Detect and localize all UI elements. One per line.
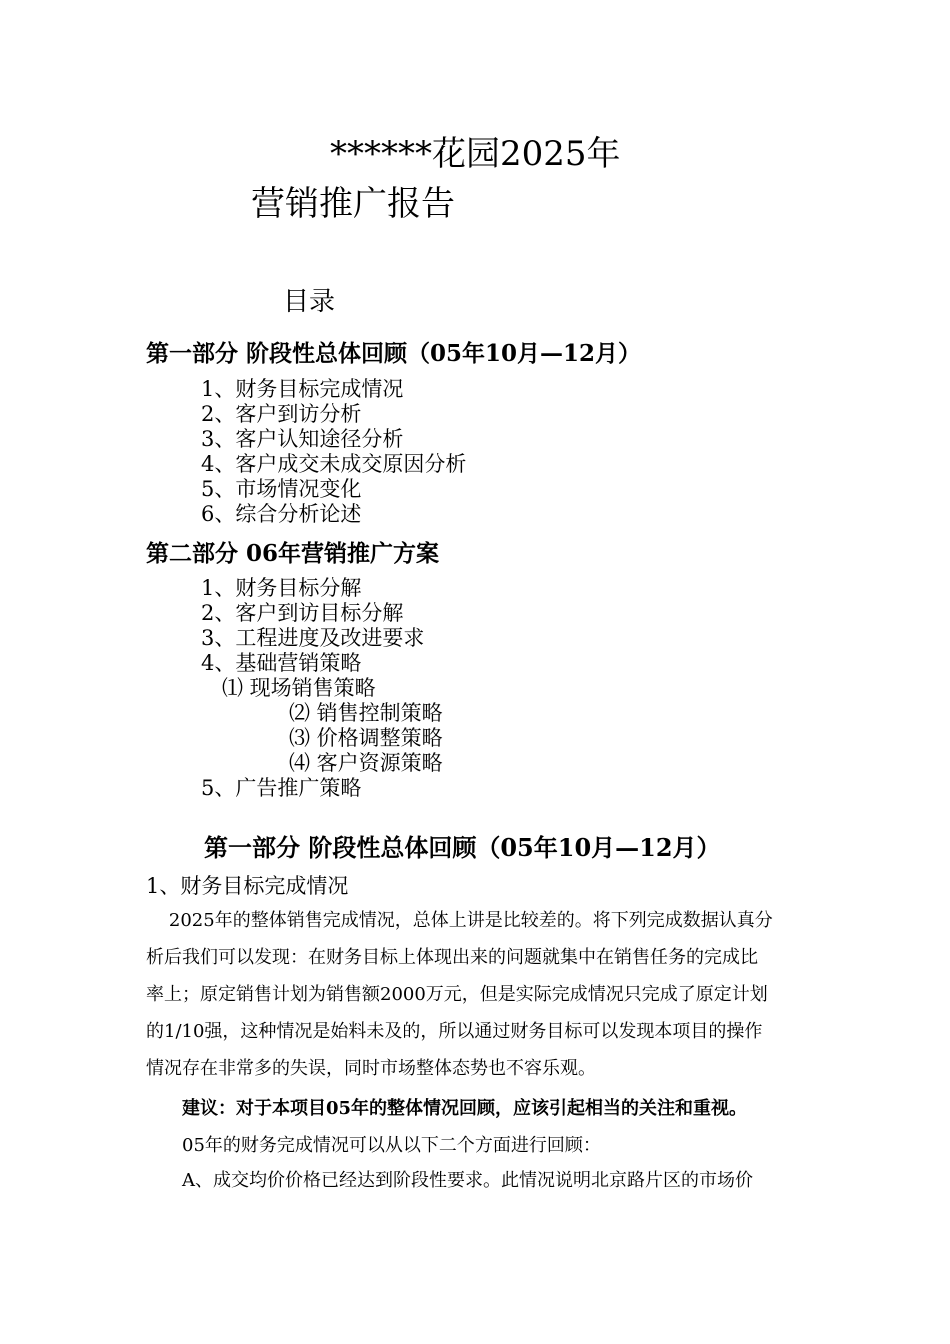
toc-part2-subitem: ⑴ 现场销售策略 bbox=[222, 676, 376, 700]
toc-heading: 目录 bbox=[283, 287, 336, 317]
toc-part2-item: 2、客户到访目标分解 bbox=[201, 601, 404, 625]
section-item-heading: 1、财务目标完成情况 bbox=[146, 874, 349, 898]
toc-part2-item: 5、广告推广策略 bbox=[201, 776, 362, 800]
toc-part2-subitem: ⑶ 价格调整策略 bbox=[289, 726, 443, 750]
suggestion-text: 建议：对于本项目05年的整体情况回顾，应该引起相当的关注和重视。 bbox=[182, 1098, 748, 1119]
paragraph-line: 率上；原定销售计划为销售额2000万元，但是实际完成情况只完成了原定计划 bbox=[146, 984, 768, 1005]
review-intro-text: 05年的财务完成情况可以从以下二个方面进行回顾： bbox=[182, 1135, 601, 1156]
toc-part2-item: 1、财务目标分解 bbox=[201, 576, 362, 600]
toc-part1-item: 2、客户到访分析 bbox=[201, 402, 362, 426]
toc-part2-subitem: ⑵ 销售控制策略 bbox=[289, 701, 443, 725]
body-paragraph bbox=[146, 902, 806, 1087]
paragraph-line: 情况存在非常多的失误，同时市场整体态势也不容乐观。 bbox=[146, 1058, 596, 1079]
paragraph-line: 的1/10强，这种情况是始料未及的，所以通过财务目标可以发现本项目的操作 bbox=[146, 1021, 763, 1042]
toc-part1-item: 4、客户成交未成交原因分析 bbox=[201, 452, 467, 476]
toc-part2-subitem: ⑷ 客户资源策略 bbox=[289, 751, 443, 775]
document-title-line2: 营销推广报告 bbox=[251, 184, 455, 224]
toc-part1-item: 1、财务目标完成情况 bbox=[201, 377, 404, 401]
toc-part2-item: 4、基础营销策略 bbox=[201, 651, 362, 675]
document-title-line1: ******花园2025年 bbox=[330, 134, 621, 174]
toc-part1-title: 第一部分 阶段性总体回顾（05年10月—12月） bbox=[146, 340, 642, 367]
paragraph-line: 2025年的整体销售完成情况，总体上讲是比较差的。将下列完成数据认真分 bbox=[146, 910, 773, 931]
toc-part1-item: 6、综合分析论述 bbox=[201, 502, 362, 526]
toc-part1-item: 5、市场情况变化 bbox=[201, 477, 362, 501]
section-title: 第一部分 阶段性总体回顾（05年10月—12月） bbox=[204, 833, 721, 862]
toc-part1-item: 3、客户认知途径分析 bbox=[201, 427, 404, 451]
point-a-text: A、成交均价价格已经达到阶段性要求。此情况说明北京路片区的市场价 bbox=[182, 1170, 753, 1191]
toc-part2-item: 3、工程进度及改进要求 bbox=[201, 626, 425, 650]
paragraph-line: 析后我们可以发现：在财务目标上体现出来的问题就集中在销售任务的完成比 bbox=[146, 947, 758, 968]
toc-part2-title: 第二部分 06年营销推广方案 bbox=[146, 540, 440, 567]
